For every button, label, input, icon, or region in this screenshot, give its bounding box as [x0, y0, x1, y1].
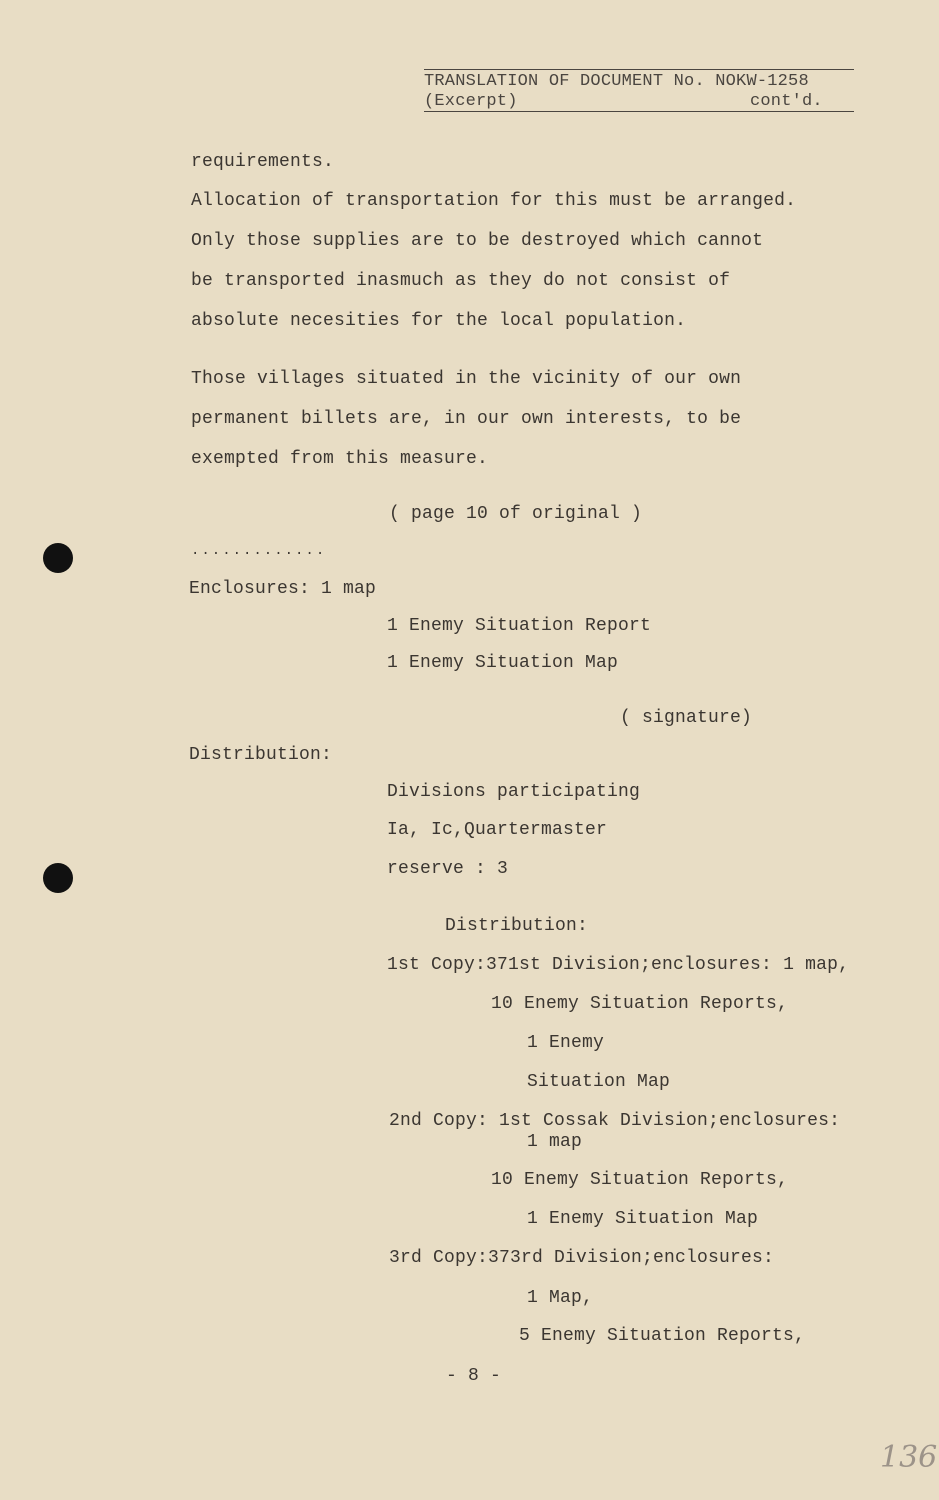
copy-3-line-1: 3rd Copy:373rd Division;enclosures: — [389, 1248, 775, 1268]
copy-3-line-2: 1 Map, — [527, 1288, 594, 1308]
header-top-rule — [424, 69, 854, 70]
body-line-4: be transported inasmuch as they do not consist of — [191, 271, 731, 291]
page-reference: ( page 10 of original ) — [389, 504, 643, 524]
signature: ( signature) — [620, 708, 753, 728]
copy-1-line-3: 1 Enemy — [527, 1033, 605, 1053]
page-number: - 8 - — [446, 1366, 502, 1386]
body-line-8: exempted from this measure. — [191, 449, 489, 469]
body-line-2: Allocation of transportation for this must be arranged. — [191, 191, 797, 211]
copy-2-line-1: 2nd Copy: 1st Cossak Division;enclosures: — [389, 1111, 841, 1131]
header-bottom-rule — [424, 111, 854, 112]
body-line-1: requirements. — [191, 152, 335, 172]
distribution-item-3: reserve : 3 — [387, 859, 509, 879]
header-contd: cont'd. — [750, 92, 823, 111]
distribution-item-1: Divisions participating — [387, 782, 641, 802]
enclosure-item-1: 1 Enemy Situation Report — [387, 616, 652, 636]
dotted-separator: ............. — [191, 543, 327, 559]
copy-2-line-4: 1 Enemy Situation Map — [527, 1209, 759, 1229]
enclosures-label: Enclosures: 1 map — [189, 579, 377, 599]
body-line-6: Those villages situated in the vicinity of our own — [191, 369, 742, 389]
punch-hole-top — [43, 543, 73, 573]
body-line-3: Only those supplies are to be destroyed which cannot — [191, 231, 764, 251]
copy-2-line-3: 10 Enemy Situation Reports, — [491, 1170, 789, 1190]
copy-2-line-2: 1 map — [527, 1132, 583, 1152]
distribution-label: Distribution: — [189, 745, 333, 765]
enclosure-item-2: 1 Enemy Situation Map — [387, 653, 619, 673]
header-title: TRANSLATION OF DOCUMENT No. NOKW-1258 — [424, 72, 809, 91]
archive-number: 136 — [880, 1440, 938, 1475]
copy-3-line-3: 5 Enemy Situation Reports, — [519, 1326, 806, 1346]
copy-1-line-2: 10 Enemy Situation Reports, — [491, 994, 789, 1014]
distribution-item-2: Ia, Ic,Quartermaster — [387, 820, 608, 840]
copy-1-line-1: 1st Copy:371st Division;enclosures: 1 map, — [387, 955, 850, 975]
distribution-label-2: Distribution: — [445, 916, 589, 936]
body-line-7: permanent billets are, in our own interests, to be — [191, 409, 742, 429]
copy-1-line-4: Situation Map — [527, 1072, 671, 1092]
punch-hole-bottom — [43, 863, 73, 893]
header-excerpt: (Excerpt) — [424, 92, 518, 111]
body-line-5: absolute necesities for the local population. — [191, 311, 687, 331]
